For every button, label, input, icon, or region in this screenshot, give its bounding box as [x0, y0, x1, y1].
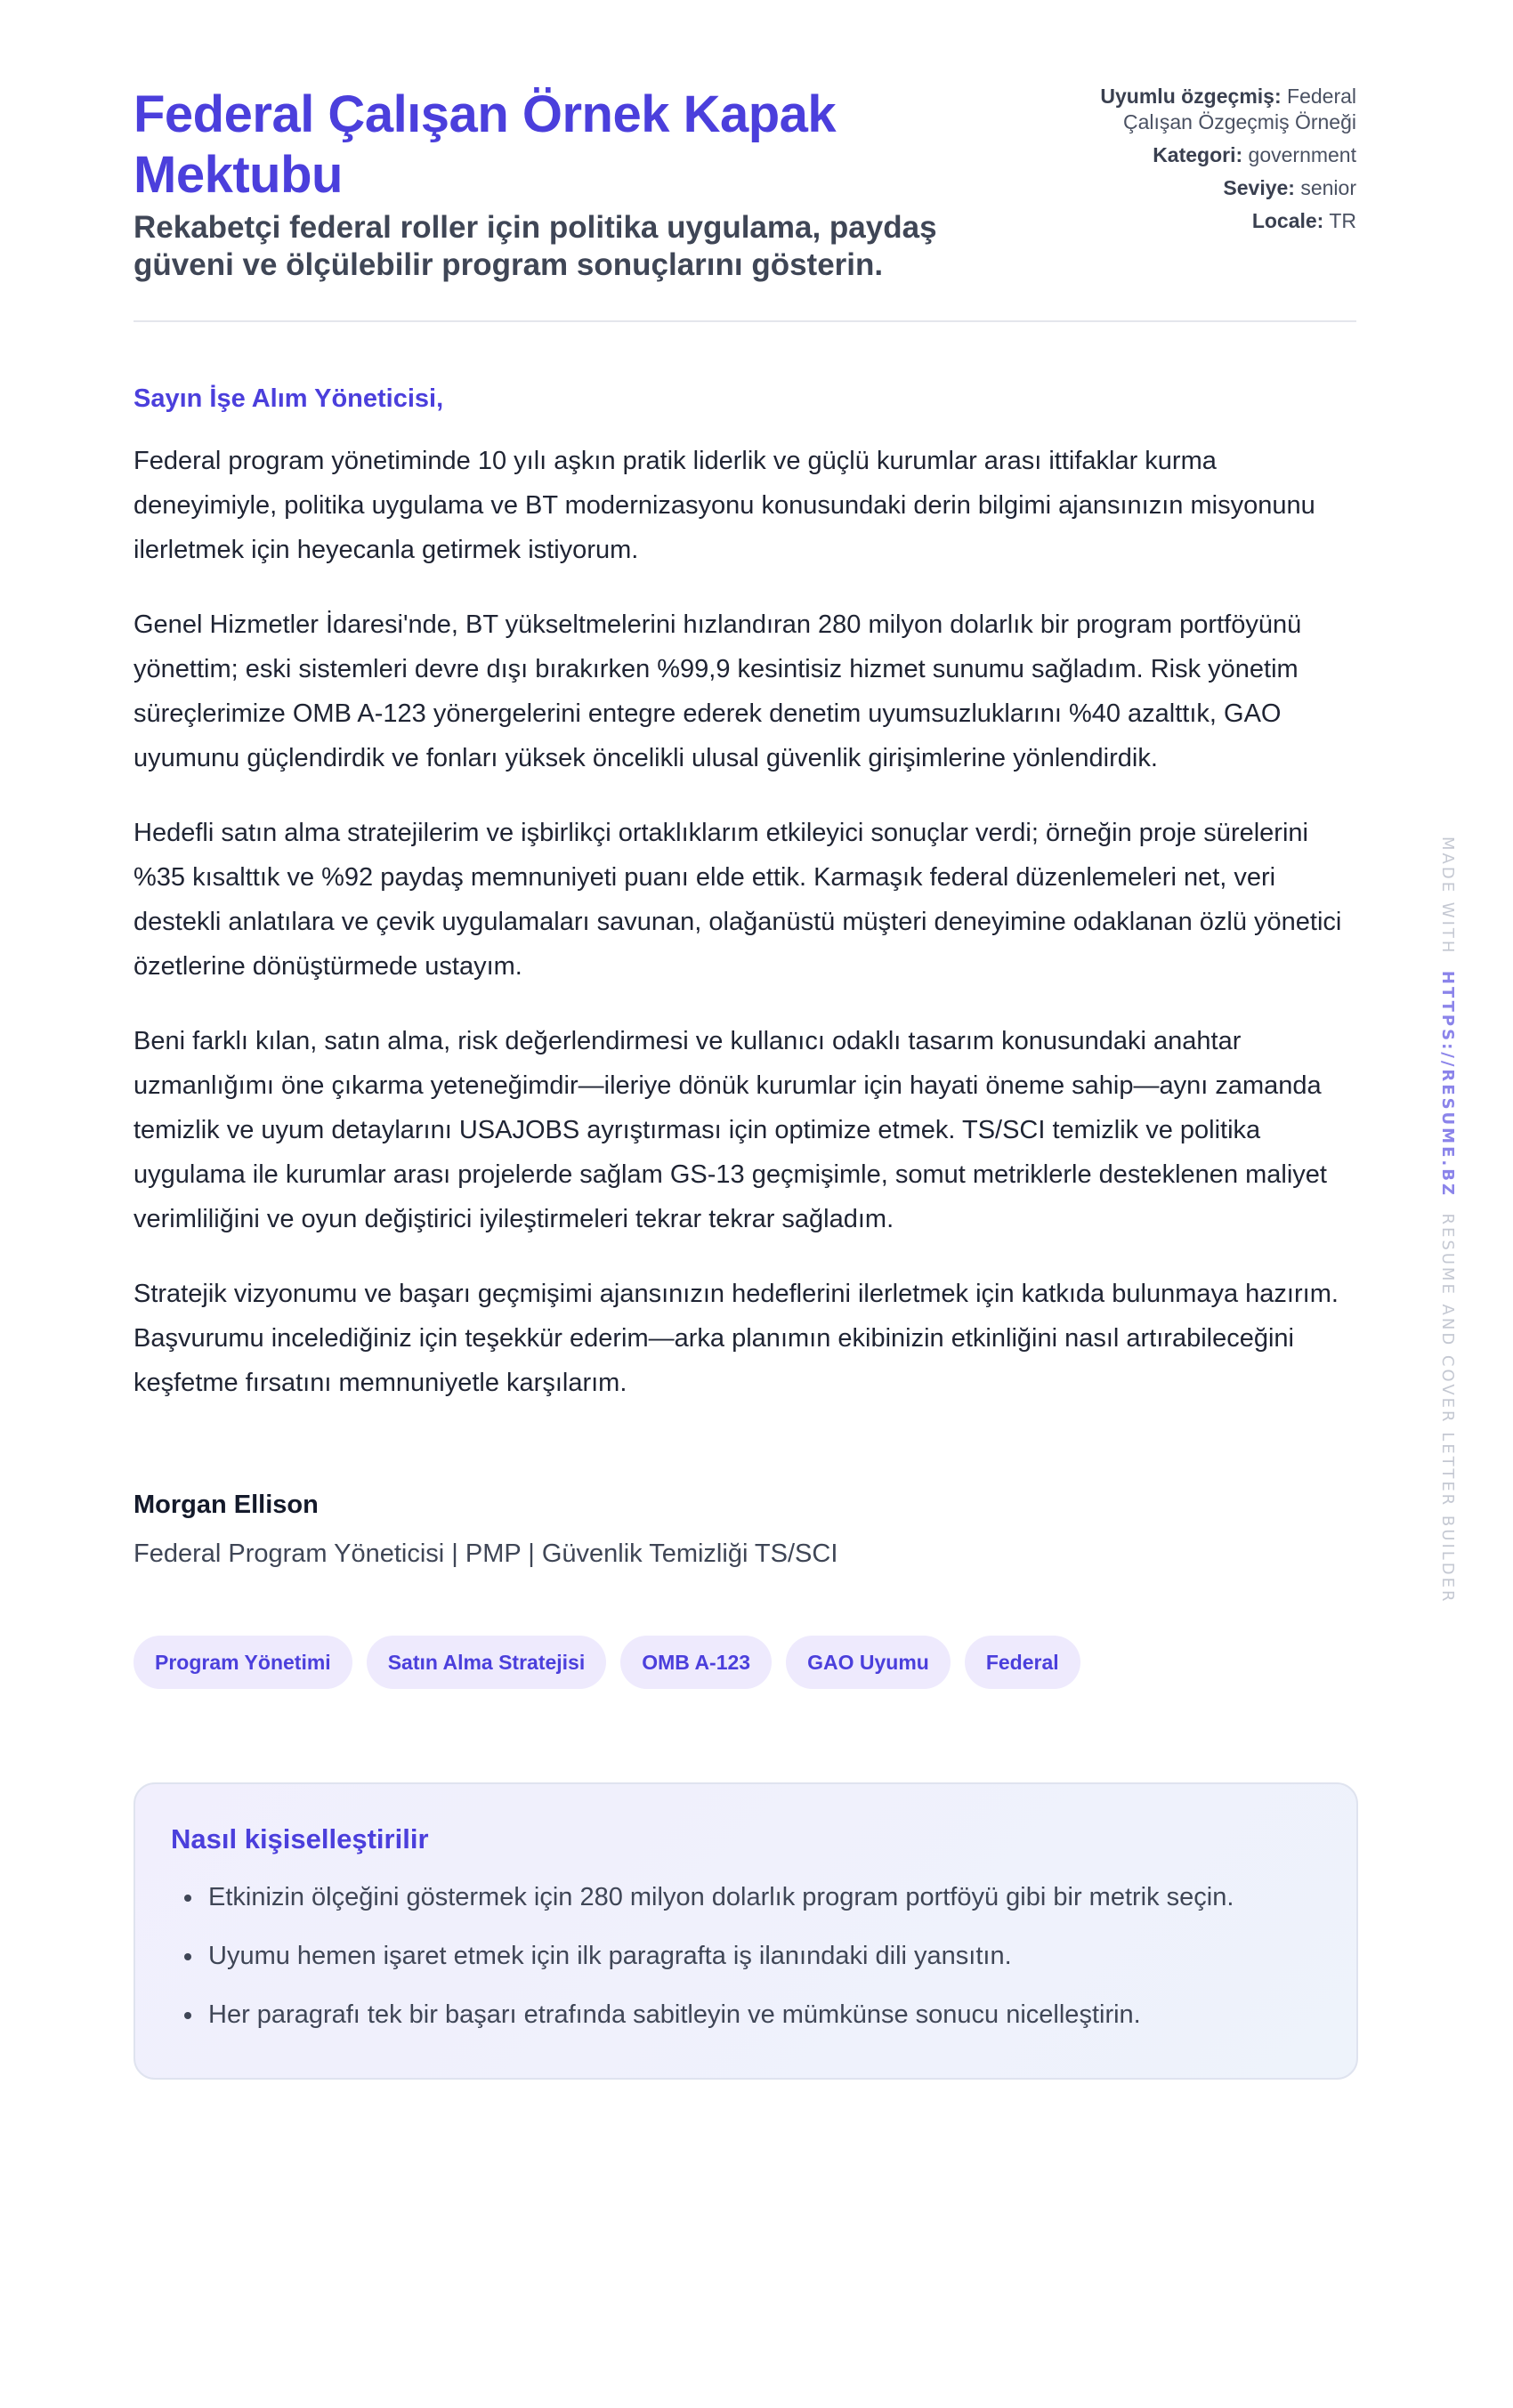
tips-list	[171, 1875, 1321, 2037]
personalization-tips-box	[134, 1782, 1358, 2080]
letter-paragraph: Hedefli satın alma stratejilerim ve işbirlikçi ortaklıklarım etkileyici sonuçlar verdi; örneğin proje sürelerini %35 kısalttık ve %92 paydaş memnuniyeti puanı elde ettik. Karmaşık federal düzenlemeleri net, veri destekli anlatılara ve çevik uygulamaları savunan, olağanüstü müşteri deneyimine odaklanan özlü yönetici özetlerine dönüştürmede ustayım.	[134, 819, 1342, 981]
meta-level-label: Seviye:	[1223, 176, 1295, 199]
meta-level-value: senior	[1300, 176, 1356, 199]
signature-title: Federal Program Yöneticisi | PMP | Güvenlik Temizliği TS/SCI	[134, 1539, 838, 1568]
meta-panel	[1036, 84, 1356, 241]
tip-item: • Etkinizin ölçeğini göstermek için 280 milyon dolarlık program portföyü gibi bir metrik seçin.	[205, 1875, 1321, 1919]
tag-gao-uyumu[interactable]: GAO Uyumu	[786, 1636, 951, 1689]
header-divider	[134, 320, 1356, 322]
tag-omb-a-123[interactable]: OMB A-123	[620, 1636, 772, 1689]
made-with-sidebar	[1436, 836, 1458, 1604]
page-subtitle: Rekabetçi federal roller için politika uygulama, paydaş güveni ve ölçülebilir program sonuçlarını gösterin.	[134, 210, 937, 282]
meta-locale	[1036, 208, 1356, 234]
made-with-prefix: MADE WITH	[1438, 836, 1457, 956]
letter-paragraph: Beni farklı kılan, satın alma, risk değerlendirmesi ve kullanıcı odaklı tasarım konusundaki anahtar uzmanlığımı öne çıkarma yeteneğimdir—ileriye dönük kurumlar için hayati öneme sahip—aynı zamanda temizlik ve uyum detaylarını USAJOBS ayrıştırması için optimize etmek. TS/SCI temizlik ve politika uygulama ile kurumlar arası projelerde sağlam GS-13 geçmişimle, somut metriklerle desteklenen maliyet verimliliğini ve oyun değiştirici iyileştirmeleri tekrar tekrar sağladım.	[134, 1027, 1327, 1233]
tips-title: Nasıl kişiselleştirilir	[171, 1823, 429, 1854]
tag-satin-alma-stratejisi[interactable]: Satın Alma Stratejisi	[367, 1636, 607, 1689]
letter-paragraph: Genel Hizmetler İdaresi'nde, BT yükseltmelerini hızlandıran 280 milyon dolarlık bir program portföyünü yönettim; eski sistemleri devre dışı bırakırken %99,9 kesintisiz hizmet sunumu sağladım. Risk yönetim süreçlerimize OMB A-123 yönergelerini entegre ederek denetim uyumsuzluklarını %40 azalttık, GAO uyumunu güçlendirdik ve fonları yüksek öncelikli ulusal güvenlik girişimlerine yönlendirdik.	[134, 610, 1302, 772]
meta-resume	[1036, 84, 1356, 135]
meta-resume-value[interactable]: Federal Çalışan Özgeçmiş Örneği	[1122, 85, 1356, 133]
tip-item: • Uyumu hemen işaret etmek için ilk paragrafta iş ilanındaki dili yansıtın.	[205, 1934, 1321, 1978]
tip-item: • Her paragrafı tek bir başarı etrafında sabitleyin ve mümkünse sonucu nicelleştirin.	[205, 1992, 1321, 2037]
letter-paragraph: Stratejik vizyonumu ve başarı geçmişimi ajansınızın hedeflerini ilerletmek için katkıda bulunmaya hazırım. Başvurumu incelediğiniz için teşekkür ederim—arka planımın ekibinizin etkinliğini nasıl artırabileceğini keşfetme fırsatını memnuniyetle karşılarım.	[134, 1280, 1339, 1397]
meta-resume-label: Uyumlu özgeçmiş:	[1100, 85, 1282, 108]
resume-bz-link[interactable]: HTTPS://RESUME.BZ	[1438, 970, 1457, 1198]
tag-list	[134, 1636, 1356, 1689]
tag-program-yonetimi[interactable]: Program Yönetimi	[134, 1636, 352, 1689]
page-title: Federal Çalışan Örnek Kapak Mektubu	[134, 85, 837, 204]
made-with-text	[1436, 836, 1458, 1604]
cover-letter-page	[134, 0, 1356, 2080]
meta-locale-value: TR	[1329, 209, 1356, 232]
meta-category	[1036, 142, 1356, 168]
made-with-suffix: RESUME AND COVER LETTER BUILDER	[1438, 1213, 1457, 1604]
meta-level	[1036, 175, 1356, 201]
tag-federal[interactable]: Federal	[965, 1636, 1080, 1689]
signature-name: Morgan Ellison	[134, 1491, 319, 1519]
letter-greeting: Sayın İşe Alım Yöneticisi,	[134, 384, 444, 413]
meta-locale-label: Locale:	[1251, 209, 1324, 232]
signature-block	[134, 1491, 1356, 1569]
meta-category-value: government	[1248, 143, 1356, 166]
page-header	[134, 0, 1356, 320]
letter-paragraph: Federal program yönetiminde 10 yılı aşkın pratik liderlik ve güçlü kurumlar arası ittifaklar kurma deneyimiyle, politika uygulama ve BT modernizasyonu konusundaki derin bilgimi ajansınızın misyonunu ilerletmek için heyecanla getirmek istiyorum.	[134, 447, 1315, 564]
meta-category-label: Kategori:	[1153, 143, 1243, 166]
